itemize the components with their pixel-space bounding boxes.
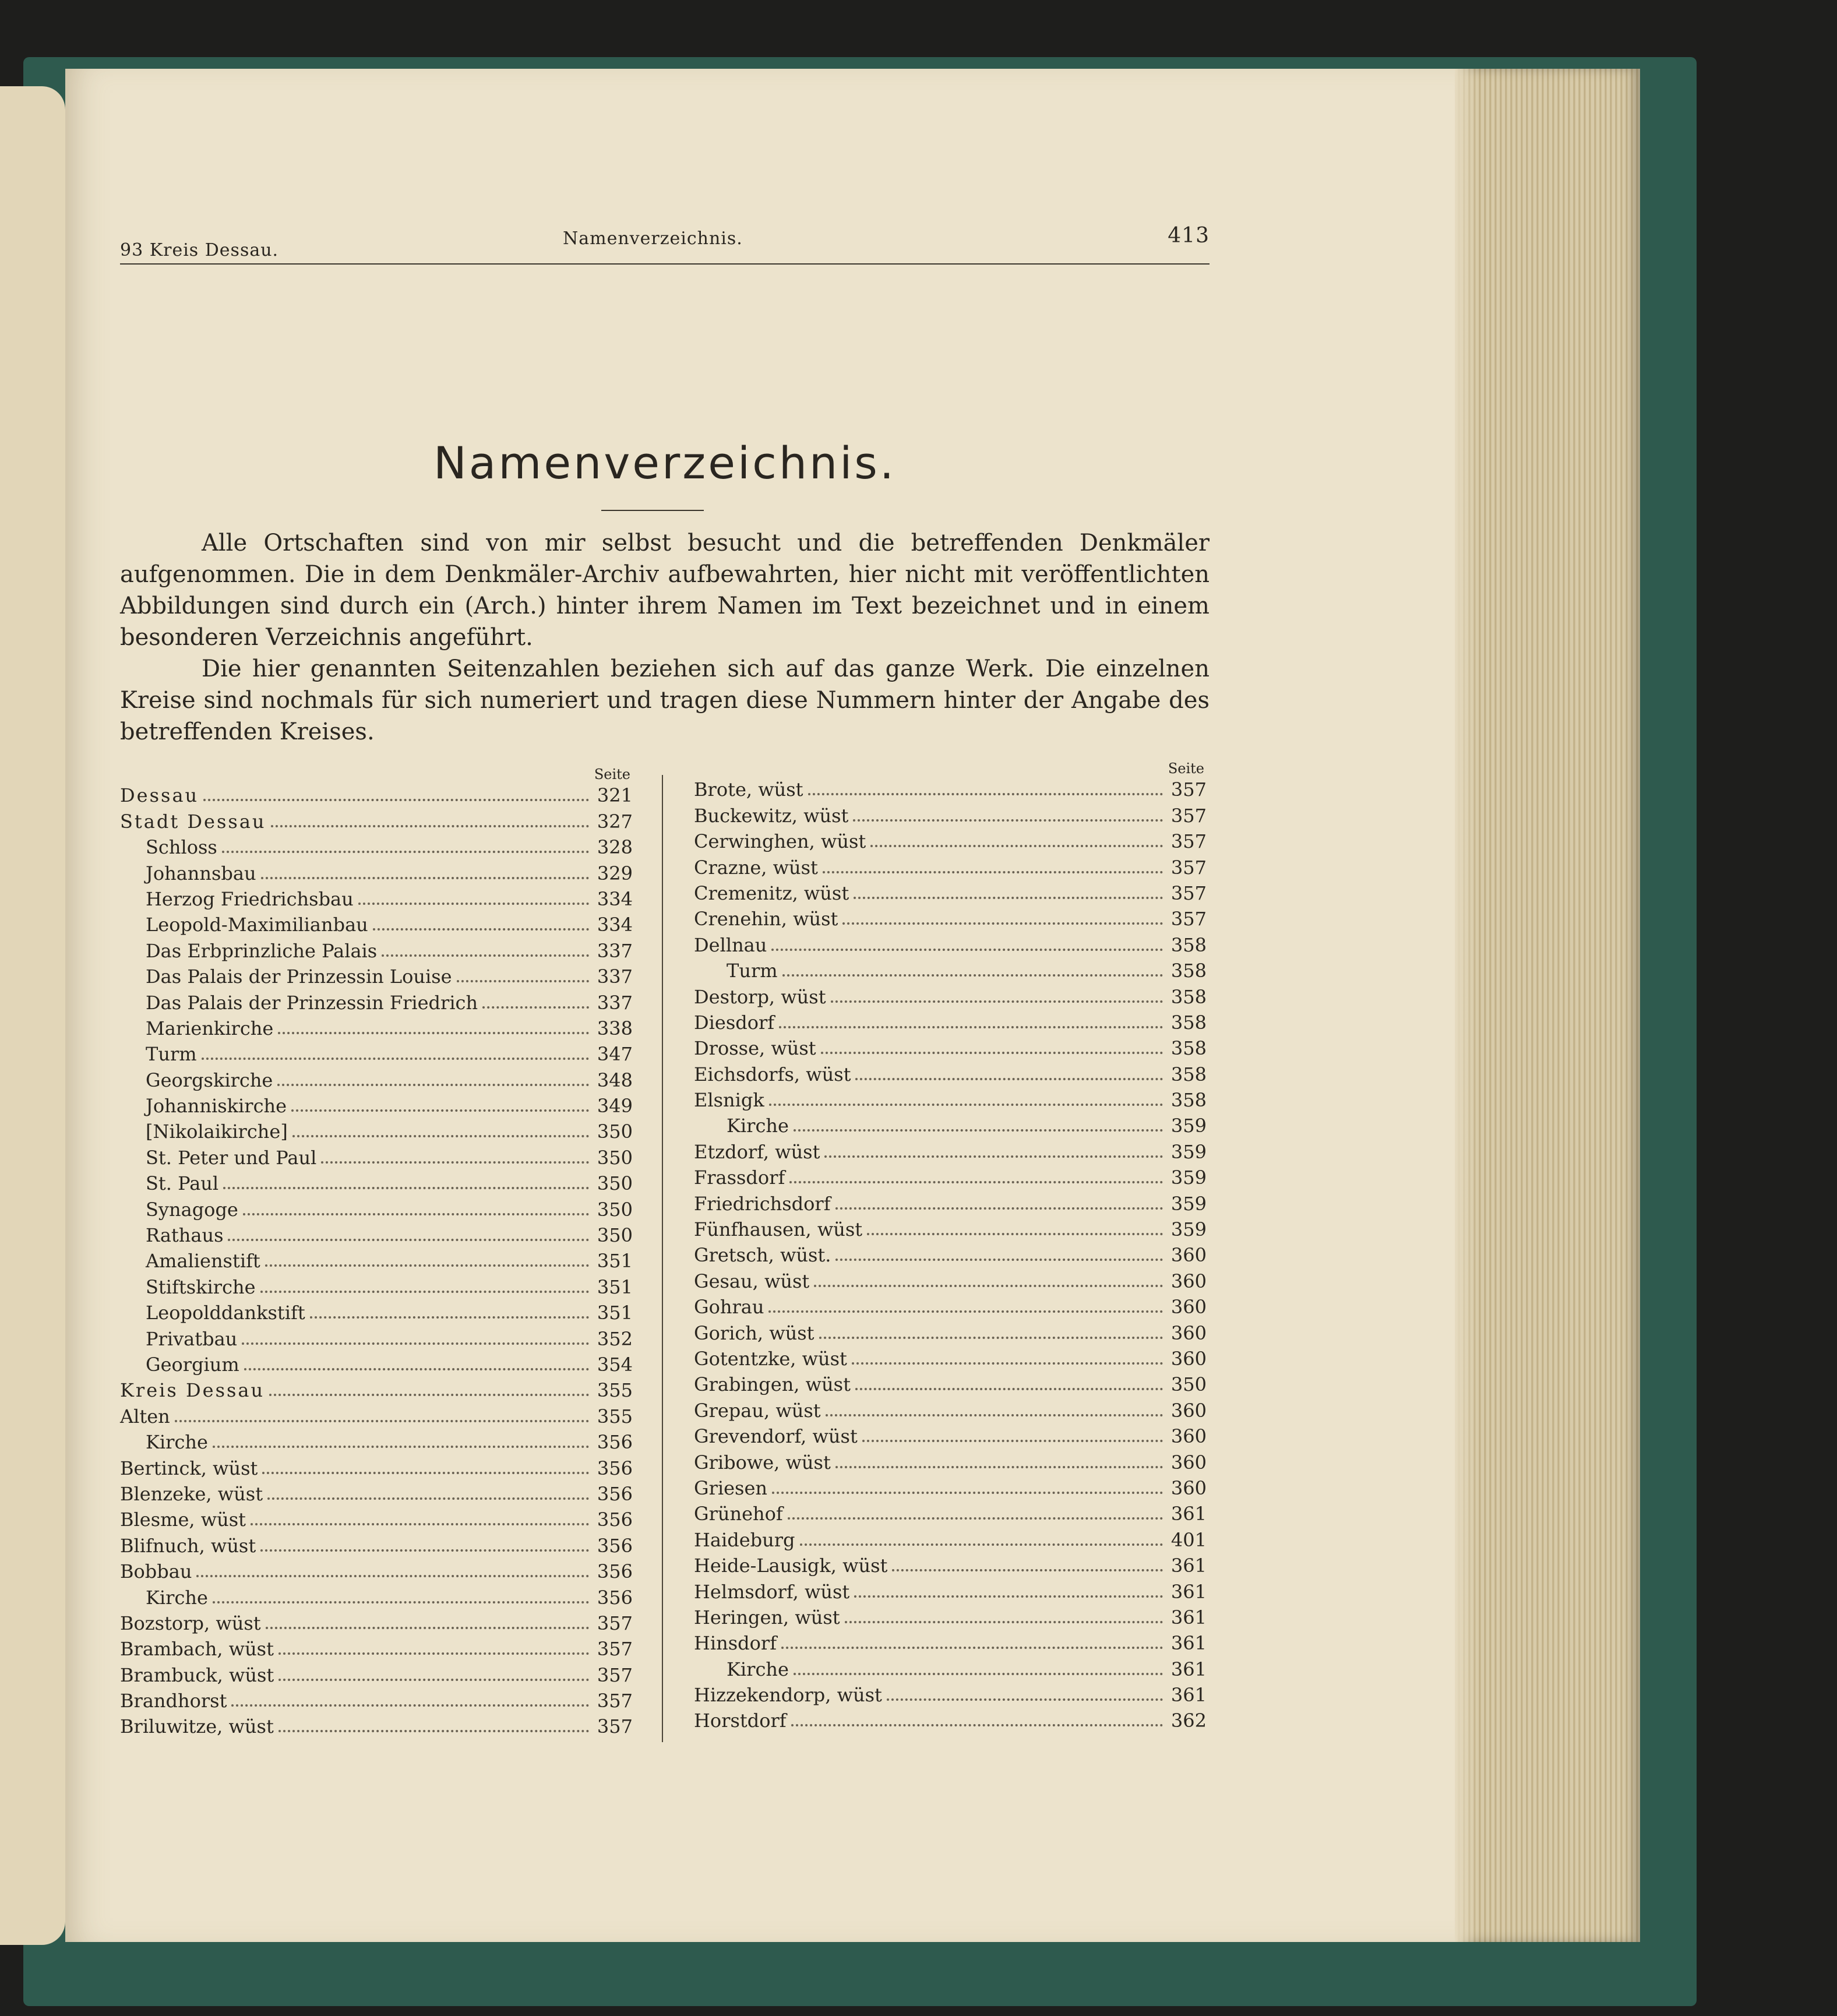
dot-leader xyxy=(358,877,589,905)
entry-name: Cremenitz, wüst xyxy=(694,882,849,904)
entry-name: Das Palais der Prinzessin Friedrich xyxy=(146,991,478,1014)
entry-name: Amalienstift xyxy=(146,1250,260,1273)
dot-leader xyxy=(814,1259,1163,1287)
dot-leader xyxy=(835,1440,1163,1468)
entry-name: Johannsbau xyxy=(146,862,256,884)
entry-page-number: 357 xyxy=(1170,830,1207,853)
dot-leader xyxy=(835,1233,1163,1261)
entry-name: Herzog Friedrichsbau xyxy=(146,887,354,910)
dot-leader xyxy=(262,1446,589,1474)
dot-leader xyxy=(769,1078,1163,1106)
entry-name: Crazne, wüst xyxy=(694,856,818,879)
dot-leader xyxy=(826,1388,1163,1416)
dot-leader xyxy=(887,1673,1163,1701)
entry-name: Destorp, wüst xyxy=(694,985,826,1008)
dot-leader xyxy=(892,1543,1163,1571)
entry-name: Georgskirche xyxy=(146,1069,273,1091)
dot-leader xyxy=(853,794,1163,822)
entry-name: Leopold-Maximilianbau xyxy=(146,914,368,936)
dot-leader xyxy=(867,1207,1163,1235)
dot-leader xyxy=(277,1058,589,1086)
entry-name: Buckewitz, wüst xyxy=(694,804,849,827)
entry-name: Dessau xyxy=(120,784,199,807)
entry-name: Hinsdorf xyxy=(694,1632,777,1655)
entry-page-number: 362 xyxy=(1170,1710,1207,1732)
entry-name: Johanniskirche xyxy=(146,1095,287,1118)
entry-page-number: 357 xyxy=(1170,856,1207,879)
entry-page-number: 358 xyxy=(1170,1063,1207,1085)
entry-page-number: 357 xyxy=(1170,804,1207,827)
entry-page-number: 355 xyxy=(597,1379,633,1402)
entry-name: Diesdorf xyxy=(694,1011,775,1034)
entry-page-number: 350 xyxy=(597,1120,633,1143)
entry-name: Bertinck, wüst xyxy=(120,1457,258,1479)
dot-leader xyxy=(202,1032,589,1060)
running-head xyxy=(120,216,1210,265)
entry-name: Cerwinghen, wüst xyxy=(694,830,866,853)
entry-page-number: 350 xyxy=(597,1198,633,1221)
dot-leader xyxy=(831,975,1163,1003)
entry-page-number: 361 xyxy=(1170,1684,1207,1707)
dot-leader xyxy=(261,851,589,879)
entry-name: Georgium xyxy=(146,1353,239,1376)
dot-leader xyxy=(782,949,1163,977)
dot-leader xyxy=(854,1570,1163,1598)
entry-page-number: 360 xyxy=(1170,1321,1207,1344)
entry-page-number: 361 xyxy=(1170,1503,1207,1525)
running-head-left: 93 Kreis Dessau. xyxy=(120,240,279,260)
entry-name: Kirche xyxy=(727,1115,789,1137)
entry-page-number: 356 xyxy=(597,1560,633,1583)
entry-name: Gretsch, wüst. xyxy=(694,1244,831,1267)
entry-name: St. Paul xyxy=(146,1172,219,1195)
page-block-edges xyxy=(1455,69,1640,1942)
entry-name: Griesen xyxy=(694,1476,767,1499)
entry-page-number: 401 xyxy=(1170,1528,1207,1551)
entry-page-number: 356 xyxy=(597,1509,633,1531)
entry-page-number: 357 xyxy=(597,1715,633,1738)
dot-leader xyxy=(310,1291,589,1319)
dot-leader xyxy=(794,1104,1163,1132)
dot-leader xyxy=(819,1311,1163,1339)
entry-name: [Nikolaikirche] xyxy=(146,1120,288,1143)
entry-name: Grevendorf, wüst xyxy=(694,1425,858,1448)
dot-leader xyxy=(862,1414,1163,1442)
entry-page-number: 359 xyxy=(1170,1140,1207,1163)
dot-leader xyxy=(231,1679,588,1707)
entry-name: Dellnau xyxy=(694,933,767,956)
entry-page-number: 359 xyxy=(1170,1218,1207,1241)
entry-page-number: 355 xyxy=(597,1405,633,1428)
dot-leader xyxy=(457,954,589,982)
dot-leader xyxy=(244,1342,589,1370)
entry-page-number: 358 xyxy=(1170,933,1207,956)
dot-leader xyxy=(768,1285,1163,1313)
entry-page-number: 328 xyxy=(597,836,633,859)
entry-name: Kirche xyxy=(146,1431,208,1454)
page-number: 413 xyxy=(1168,224,1210,248)
entry-page-number: 337 xyxy=(597,965,633,988)
entry-name: Synagoge xyxy=(146,1198,238,1221)
dot-leader xyxy=(794,1647,1163,1675)
dot-leader xyxy=(779,1000,1163,1028)
entry-page-number: 356 xyxy=(597,1586,633,1609)
dot-leader xyxy=(852,1337,1163,1365)
entry-name: Grünehof xyxy=(694,1503,783,1525)
entry-name: Blesme, wüst xyxy=(120,1509,246,1531)
running-head-center: Namenverzeichnis. xyxy=(563,228,743,249)
seite-label: Seite xyxy=(594,766,630,783)
entry-page-number: 350 xyxy=(1170,1373,1207,1396)
entry-page-number: 358 xyxy=(1170,1089,1207,1112)
entry-page-number: 329 xyxy=(597,862,633,884)
dot-leader xyxy=(260,1265,589,1293)
entry-name: Stiftskirche xyxy=(146,1275,256,1298)
entry-name: Heide-Lausigk, wüst xyxy=(694,1555,888,1577)
entry-name: Grepau, wüst xyxy=(694,1399,821,1422)
entry-name: Heringen, wüst xyxy=(694,1606,840,1629)
entry-page-number: 360 xyxy=(1170,1244,1207,1267)
page-title: Namenverzeichnis. xyxy=(433,437,897,489)
entry-page-number: 354 xyxy=(597,1353,633,1376)
entry-name: Bobbau xyxy=(120,1560,192,1583)
dot-leader xyxy=(789,1155,1163,1183)
dot-leader xyxy=(271,799,589,827)
dot-leader xyxy=(855,1052,1162,1080)
dot-leader xyxy=(791,1698,1163,1726)
title-rule xyxy=(601,510,704,511)
entry-page-number: 350 xyxy=(597,1172,633,1195)
dot-leader xyxy=(292,1109,589,1137)
entry-page-number: 357 xyxy=(597,1690,633,1712)
dot-leader xyxy=(800,1518,1163,1546)
entry-page-number: 334 xyxy=(597,887,633,910)
entry-name: Bozstorp, wüst xyxy=(120,1612,261,1634)
entry-page-number: 356 xyxy=(597,1431,633,1454)
dot-leader xyxy=(373,903,589,931)
entry-name: Marienkirche xyxy=(146,1017,274,1039)
entry-page-number: 351 xyxy=(597,1302,633,1324)
dot-leader xyxy=(845,1595,1163,1623)
entry-name: Gorich, wüst xyxy=(694,1321,815,1344)
entry-name: Rathaus xyxy=(146,1224,224,1247)
dot-leader xyxy=(781,1621,1163,1649)
entry-name: Crenehin, wüst xyxy=(694,908,838,931)
dot-leader xyxy=(243,1187,589,1215)
entry-page-number: 360 xyxy=(1170,1347,1207,1370)
intro-text xyxy=(120,527,1210,748)
entry-page-number: 352 xyxy=(597,1327,633,1350)
entry-name: Privatbau xyxy=(146,1327,238,1350)
entry-name: Turm xyxy=(146,1043,197,1066)
entry-page-number: 321 xyxy=(597,784,633,807)
index-entry xyxy=(120,1714,633,1739)
entry-name: Brandhorst xyxy=(120,1690,227,1712)
entry-page-number: 327 xyxy=(597,810,633,833)
entry-page-number: 361 xyxy=(1170,1658,1207,1680)
entry-name: Brambach, wüst xyxy=(120,1638,274,1661)
entry-page-number: 337 xyxy=(597,991,633,1014)
dot-leader xyxy=(278,1704,589,1732)
intro-paragraph-1: Alle Ortschaften sind von mir selbst besucht und die betreffenden Denkmäler aufgenommen. Die in dem Denkmäler-Archiv aufbewahrten, hier nicht mit veröffentlichten Abbildungen sind durch ein (Arch.) hinter ihrem Namen im Text bezeichnet und in einem besonderen Verzeichnis angeführt. xyxy=(120,530,1210,651)
entry-page-number: 359 xyxy=(1170,1166,1207,1189)
entry-page-number: 347 xyxy=(597,1043,633,1066)
entry-page-number: 357 xyxy=(1170,908,1207,931)
entry-name: Haideburg xyxy=(694,1528,795,1551)
index-column-right xyxy=(694,760,1207,1733)
entry-page-number: 357 xyxy=(597,1612,633,1634)
entry-page-number: 358 xyxy=(1170,960,1207,982)
index-entry xyxy=(694,1708,1207,1733)
entry-page-number: 349 xyxy=(597,1095,633,1118)
entry-name: Gotentzke, wüst xyxy=(694,1347,847,1370)
entry-page-number: 361 xyxy=(1170,1555,1207,1577)
dot-leader xyxy=(266,1601,589,1629)
dot-leader xyxy=(823,845,1163,873)
entry-page-number: 358 xyxy=(1170,1037,1207,1060)
dot-leader xyxy=(771,923,1163,951)
entry-name: Grabingen, wüst xyxy=(694,1373,851,1396)
entry-page-number: 360 xyxy=(1170,1476,1207,1499)
dot-leader xyxy=(278,1627,589,1655)
entry-page-number: 350 xyxy=(597,1146,633,1169)
entry-page-number: 357 xyxy=(597,1638,633,1661)
entry-name: Blenzeke, wüst xyxy=(120,1482,263,1505)
entry-name: Leopolddankstift xyxy=(146,1302,305,1324)
dot-leader xyxy=(175,1394,589,1422)
column-divider xyxy=(662,775,663,1742)
entry-name: Blifnuch, wüst xyxy=(120,1534,256,1557)
entry-name: Turm xyxy=(727,960,778,982)
dot-leader xyxy=(213,1576,589,1603)
dot-leader xyxy=(242,1317,589,1345)
entry-name: Kirche xyxy=(727,1658,789,1680)
entry-page-number: 356 xyxy=(597,1534,633,1557)
dot-leader xyxy=(821,1026,1163,1054)
entry-page-number: 360 xyxy=(1170,1451,1207,1474)
dot-leader xyxy=(265,1239,589,1267)
dot-leader xyxy=(278,1006,589,1034)
dot-leader xyxy=(824,1130,1162,1158)
entry-page-number: 360 xyxy=(1170,1425,1207,1448)
dot-leader xyxy=(269,1368,589,1396)
intro-paragraph-2: Die hier genannten Seitenzahlen beziehen sich auf das ganze Werk. Die einzelnen Kreise sind nochmals für sich numeriert und tragen diese Nummern hinter der Angabe des betreffenden Kreises. xyxy=(120,655,1210,745)
seite-label: Seite xyxy=(1168,760,1204,777)
entry-page-number: 337 xyxy=(597,939,633,962)
facing-page-edge xyxy=(0,86,65,1945)
entry-page-number: 361 xyxy=(1170,1632,1207,1655)
entry-name: St. Peter und Paul xyxy=(146,1146,317,1169)
entry-name: Gohrau xyxy=(694,1296,764,1319)
entry-name: Drosse, wüst xyxy=(694,1037,816,1060)
entry-name: Fünfhausen, wüst xyxy=(694,1218,863,1241)
dot-leader xyxy=(772,1466,1163,1494)
entry-name: Brambuck, wüst xyxy=(120,1663,274,1686)
entry-page-number: 338 xyxy=(597,1017,633,1039)
dot-leader xyxy=(870,819,1163,847)
entry-name: Das Palais der Prinzessin Louise xyxy=(146,965,452,988)
dot-leader xyxy=(382,929,589,957)
entry-page-number: 357 xyxy=(1170,882,1207,904)
entry-page-number: 356 xyxy=(597,1482,633,1505)
dot-leader xyxy=(808,767,1163,795)
entry-name: Horstdorf xyxy=(694,1710,787,1732)
entry-page-number: 334 xyxy=(597,914,633,936)
entry-name: Alten xyxy=(120,1405,170,1428)
entry-name: Briluwitze, wüst xyxy=(120,1715,274,1738)
entry-page-number: 351 xyxy=(597,1275,633,1298)
entry-name: Stadt Dessau xyxy=(120,810,266,833)
dot-leader xyxy=(228,1213,588,1241)
entry-page-number: 359 xyxy=(1170,1115,1207,1137)
dot-leader xyxy=(835,1182,1163,1210)
entry-name: Etzdorf, wüst xyxy=(694,1140,820,1163)
entry-page-number: 358 xyxy=(1170,985,1207,1008)
entry-name: Elsnigk xyxy=(694,1089,764,1112)
entry-page-number: 357 xyxy=(597,1663,633,1686)
entry-page-number: 348 xyxy=(597,1069,633,1091)
dot-leader xyxy=(267,1472,589,1500)
dot-leader xyxy=(321,1136,589,1164)
dot-leader xyxy=(291,1084,589,1112)
dot-leader xyxy=(222,825,589,853)
dot-leader xyxy=(251,1497,589,1525)
dot-leader xyxy=(278,1653,589,1681)
entry-page-number: 356 xyxy=(597,1457,633,1479)
dot-leader xyxy=(482,981,589,1009)
dot-leader xyxy=(854,871,1163,899)
entry-name: Kreis Dessau xyxy=(120,1379,265,1402)
entry-name: Schloss xyxy=(146,836,217,859)
entry-name: Kirche xyxy=(146,1586,208,1609)
dot-leader xyxy=(855,1362,1163,1390)
entry-name: Das Erbprinzliche Palais xyxy=(146,939,378,962)
page-content xyxy=(120,216,1210,1738)
entry-name: Gribowe, wüst xyxy=(694,1451,831,1474)
entry-page-number: 360 xyxy=(1170,1399,1207,1422)
entry-page-number: 358 xyxy=(1170,1011,1207,1034)
entry-page-number: 361 xyxy=(1170,1606,1207,1629)
entry-page-number: 360 xyxy=(1170,1296,1207,1319)
entry-name: Frassdorf xyxy=(694,1166,785,1189)
entry-name: Helmsdorf, wüst xyxy=(694,1580,850,1603)
entry-page-number: 357 xyxy=(1170,778,1207,801)
dot-leader xyxy=(260,1524,589,1552)
dot-leader xyxy=(223,1161,589,1189)
dot-leader xyxy=(196,1549,588,1577)
entry-name: Gesau, wüst xyxy=(694,1270,810,1292)
entry-name: Friedrichsdorf xyxy=(694,1192,831,1215)
entry-page-number: 359 xyxy=(1170,1192,1207,1215)
dot-leader xyxy=(842,897,1163,925)
entry-page-number: 350 xyxy=(597,1224,633,1247)
index-column-left xyxy=(120,766,633,1739)
dot-leader xyxy=(213,1420,589,1448)
entry-name: Brote, wüst xyxy=(694,778,803,801)
page-gutter-shade xyxy=(1455,69,1478,1942)
entry-name: Eichsdorfs, wüst xyxy=(694,1063,851,1085)
dot-leader xyxy=(788,1492,1163,1520)
entry-name: Hizzekendorp, wüst xyxy=(694,1684,882,1707)
entry-page-number: 360 xyxy=(1170,1270,1207,1292)
entry-page-number: 361 xyxy=(1170,1580,1207,1603)
dot-leader xyxy=(203,773,589,801)
entry-page-number: 351 xyxy=(597,1250,633,1273)
